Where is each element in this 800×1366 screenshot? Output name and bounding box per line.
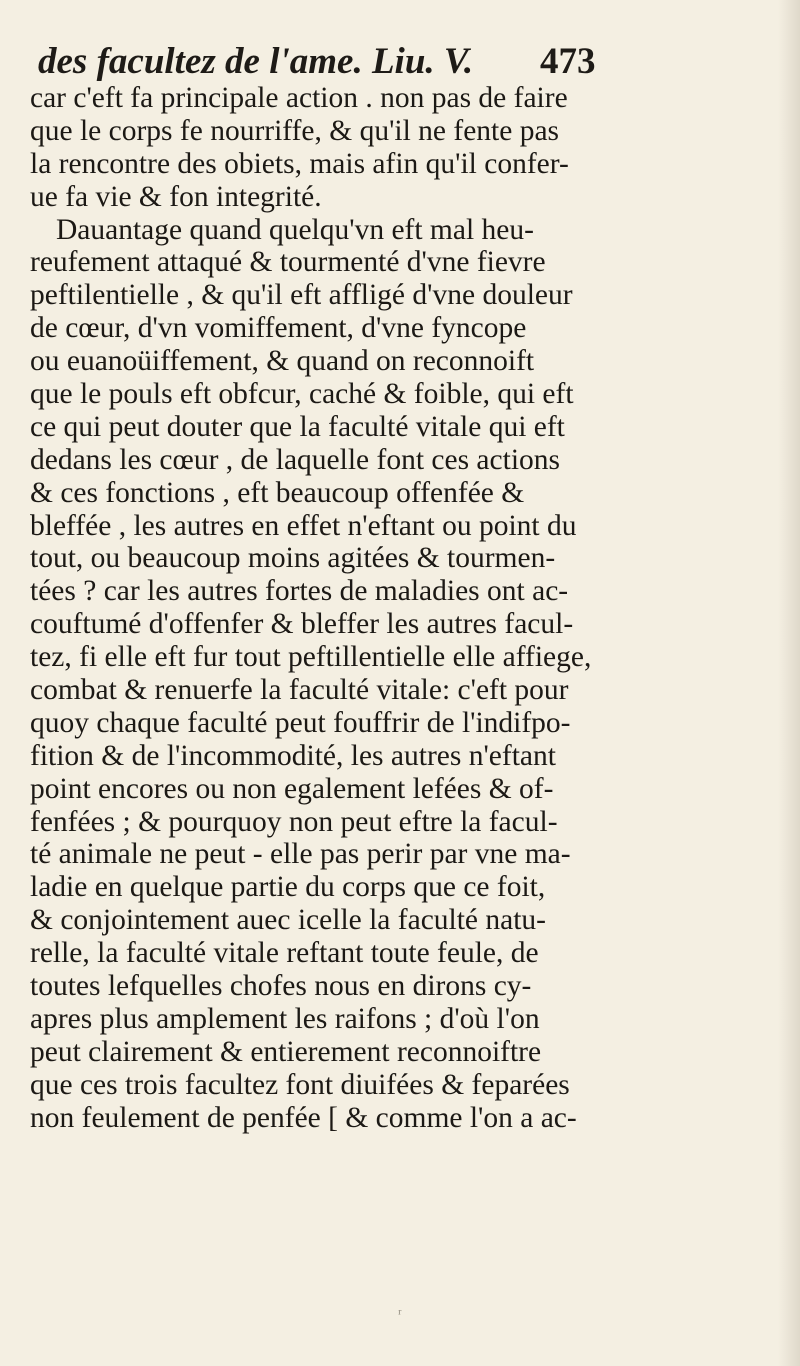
text-line: fition & de l'incommodité, les autres n'eftant (30, 739, 556, 772)
stray-ink-mark: ᵣ (398, 1300, 402, 1317)
text-line: relle, la faculté vitale reftant toute feule, de (30, 937, 539, 970)
text-line: toutes lefquelles chofes nous en dirons cy- (30, 970, 532, 1003)
text-line: & conjointement auec icelle la faculté natu- (30, 904, 547, 937)
text-line: quoy chaque faculté peut fouffrir de l'indifpo- (30, 706, 571, 739)
text-line: apres plus amplement les raifons ; d'où l'on (30, 1002, 540, 1035)
text-line: que ces trois facultez font diuifées & feparées (30, 1068, 570, 1101)
text-line: fenfées ; & pourquoy non peut eftre la facul- (30, 805, 558, 838)
text-line: peut clairement & entierement reconnoiftre (30, 1035, 542, 1068)
text-line: tez, fi elle eft fur tout peftillentielle elle affiege, (30, 641, 592, 674)
text-line: té animale ne peut - elle pas perir par vne ma- (30, 838, 571, 871)
paragraph-start-line: Dauantage quand quelqu'vn eft mal heu- (56, 213, 534, 246)
text-line: & ces fonctions , eft beaucoup offenfée & (30, 476, 525, 509)
page-edge-shadow (778, 0, 800, 1366)
text-line: car c'eft fa principale action . non pas de faire (30, 82, 568, 114)
text-line: que le pouls eft obfcur, caché & foible, qui eft (30, 378, 574, 411)
text-line: non feulement de penfée [ & comme l'on a ac- (30, 1101, 577, 1134)
body-text (30, 82, 770, 1135)
text-line: tout, ou beaucoup moins agitées & tourmen- (30, 542, 556, 575)
text-line: la rencontre des obiets, mais afin qu'il confer- (30, 147, 569, 180)
text-line: peftilentielle , & qu'il eft affligé d'vne douleur (30, 279, 573, 312)
text-line: dedans les cœur , de laquelle font ces actions (30, 443, 560, 476)
text-line: ue fa vie & fon integrité. (30, 180, 322, 213)
text-line: ou euanoüiffement, & quand on reconnoift (30, 345, 535, 378)
text-line: ce qui peut douter que la faculté vitale qui eft (30, 410, 565, 443)
text-line: bleffée , les autres en effet n'eftant ou point du (30, 509, 577, 542)
text-line: combat & renuerfe la faculté vitale: c'eft pour (30, 674, 569, 707)
text-line: de cœur, d'vn vomiffement, d'vne fyncope (30, 312, 527, 345)
text-line: que le corps fe nourriffe, & qu'il ne fente pas (30, 114, 560, 147)
running-title: des facultez de l'ame. Liu. V. (38, 41, 474, 82)
text-line: ladie en quelque partie du corps que ce foit, (30, 871, 546, 904)
text-line: reufement attaqué & tourmenté d'vne fievre (30, 246, 546, 279)
page-number: 473 (540, 41, 596, 82)
text-line: couftumé d'offenfer & bleffer les autres facul- (30, 608, 574, 641)
text-line: point encores ou non egalement lefées & of- (30, 772, 554, 805)
text-line: tées ? car les autres fortes de maladies ont ac- (30, 575, 569, 608)
